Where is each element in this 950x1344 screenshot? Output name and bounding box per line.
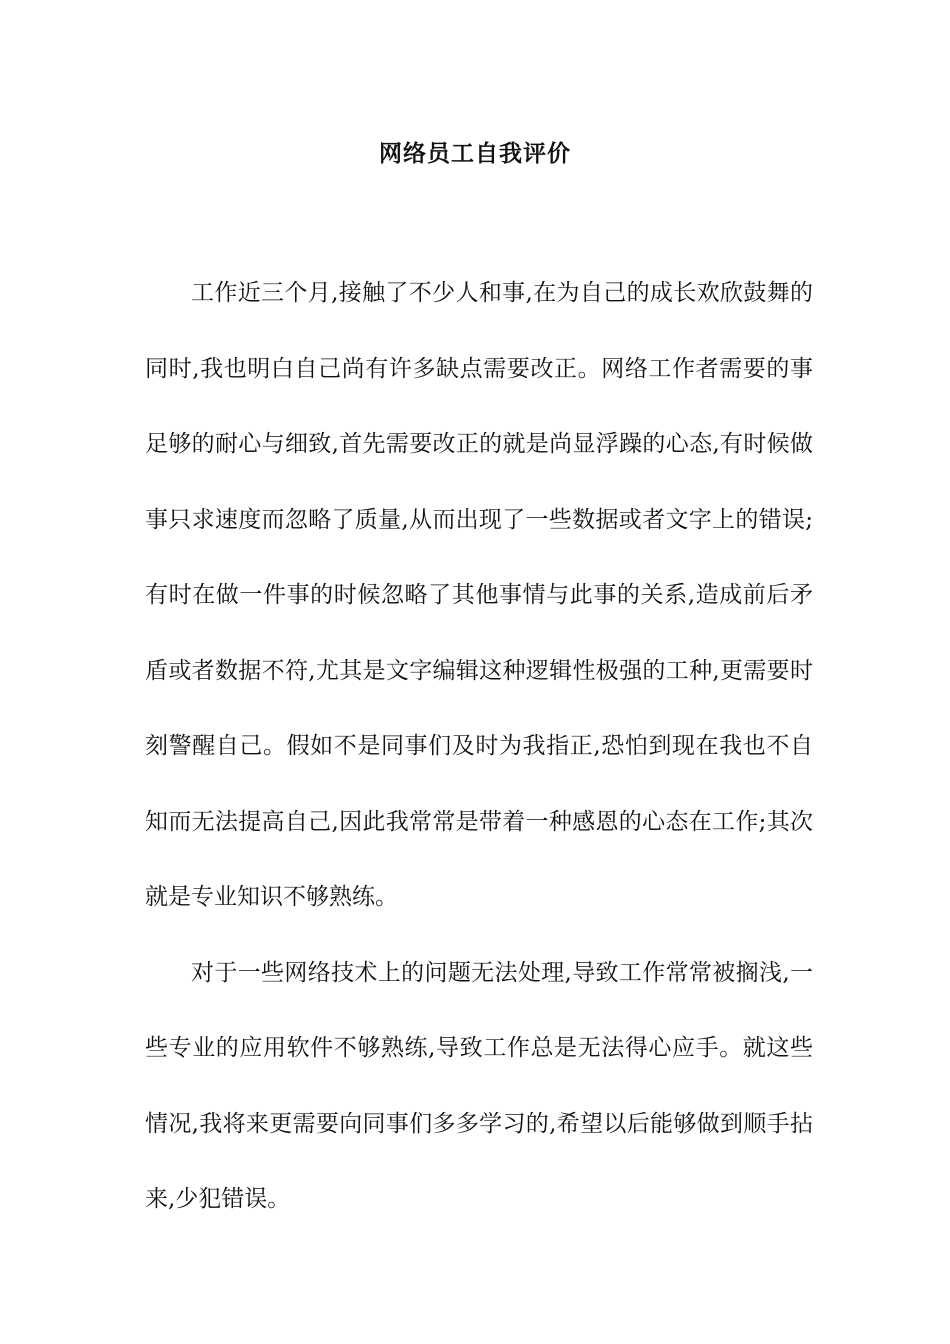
paragraph-2: 对于一些网络技术上的问题无法处理,导致工作常常被搁浅,一些专业的应用软件不够熟练,导致工作总是无法得心应手。就这些情况,我将来更需要向同事们多多学习的,希望以后能够做到顺手拈来,少犯错误。: [145, 959, 813, 1212]
document-body: [145, 256, 813, 1238]
document-title: 网络员工自我评价: [379, 140, 571, 167]
paragraph-1: 工作近三个月,接触了不少人和事,在为自己的成长欢欣鼓舞的同时,我也明白自己尚有许多缺点需要改正。网络工作者需要的事足够的耐心与细致,首先需要改正的就是尚显浮躁的心态,有时候做事只求速度而忽略了质量,从而出现了一些数据或者文字上的错误;有时在做一件事的时候忽略了其他事情与此事的关系,造成前后矛盾或者数据不符,尤其是文字编辑这种逻辑性极强的工种,更需要时刻警醒自己。假如不是同事们及时为我指正,恐怕到现在我也不自知而无法提高自己,因此我常常是带着一种感恩的心态在工作;其次就是专业知识不够熟练。: [145, 280, 813, 910]
